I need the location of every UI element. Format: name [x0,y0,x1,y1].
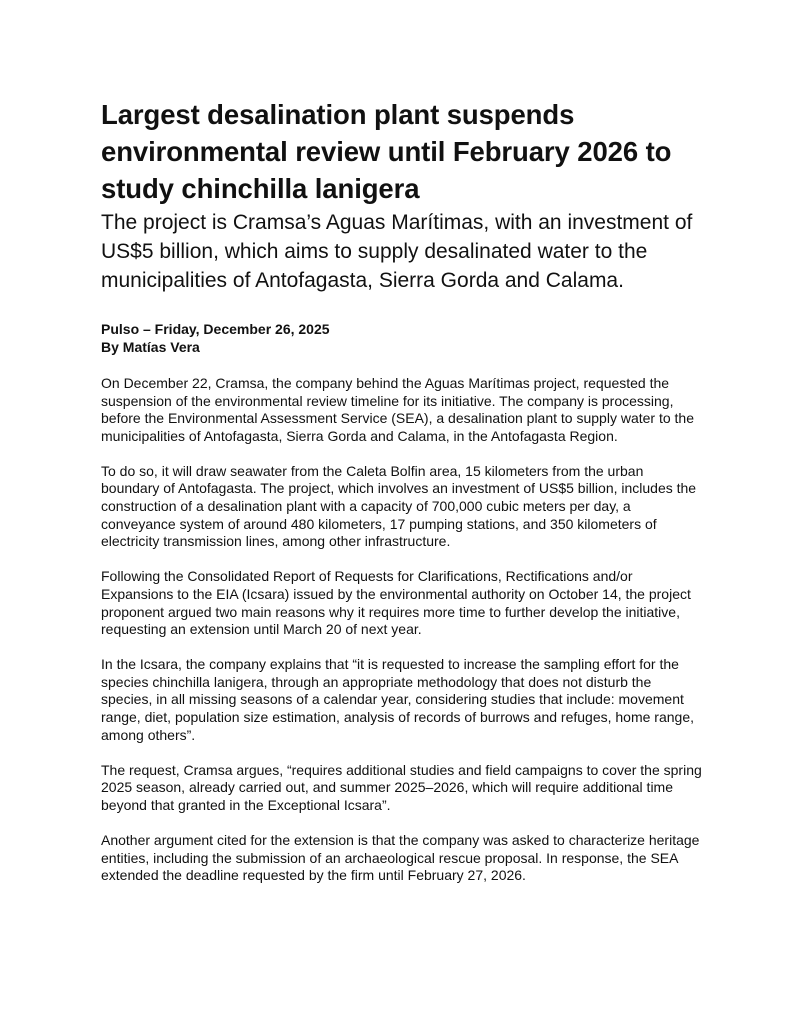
body-paragraph: The request, Cramsa argues, “requires additional studies and field campaigns to cover the spring 2025 season, already carried out, and summer 2025–2026, which will require additional time beyond that granted in the Exceptional Icsara”. [101,761,702,813]
article [101,96,705,902]
body-paragraph: To do so, it will draw seawater from the Caleta Bolfin area, 15 kilometers from the urban boundary of Antofagasta. The project, which involves an investment of US$5 billion, includes the construction of a desalination plant with a capacity of 700,000 cubic meters per day, a conveyance system of around 480 kilometers, 17 pumping stations, and 350 kilometers of electricity transmission lines, among other infrastructure. [101,462,697,550]
article-meta [101,320,705,356]
byline: By Matías Vera [101,339,200,355]
dateline: Pulso – Friday, December 26, 2025 [101,321,330,337]
body-paragraph: In the Icsara, the company explains that “it is requested to increase the sampling effort for the species chinchilla lanigera, through an appropriate methodology that does not disturb the species, in all missing seasons of a calendar year, considering studies that include: movement range, diet, population size estimation, analysis of records of burrows and refuges, home range, among others”. [101,656,694,743]
body-paragraph: On December 22, Cramsa, the company behind the Aguas Marítimas project, requested the suspension of the environmental review timeline for its initiative. The company is processing, before the Environmental Assessment Service (SEA), a desalination plant to supply water to the municipalities of Antofagasta, Sierra Gorda and Calama, in the Antofagasta Region. [101,375,694,444]
article-headline: Largest desalination plant suspends environmental review until February 2026 to study chinchilla lanigera [101,99,672,204]
body-paragraph: Following the Consolidated Report of Requests for Clarifications, Rectifications and/or Expansions to the EIA (Icsara) issued by the environmental authority on October 14, the project proponent argued two main reasons why it requires more time to further develop the initiative, requesting an extension until March 20 of next year. [101,568,691,638]
article-body [101,375,705,885]
article-subheadline: The project is Cramsa’s Aguas Marítimas, with an investment of US$5 billion, which aims to supply desalinated water to the municipalities of Antofagasta, Sierra Gorda and Calama. [101,211,693,292]
body-paragraph: Another argument cited for the extension is that the company was asked to characterize heritage entities, including the submission of an archaeological rescue proposal. In response, the SEA extended the deadline requested by the firm until February 27, 2026. [101,831,700,884]
